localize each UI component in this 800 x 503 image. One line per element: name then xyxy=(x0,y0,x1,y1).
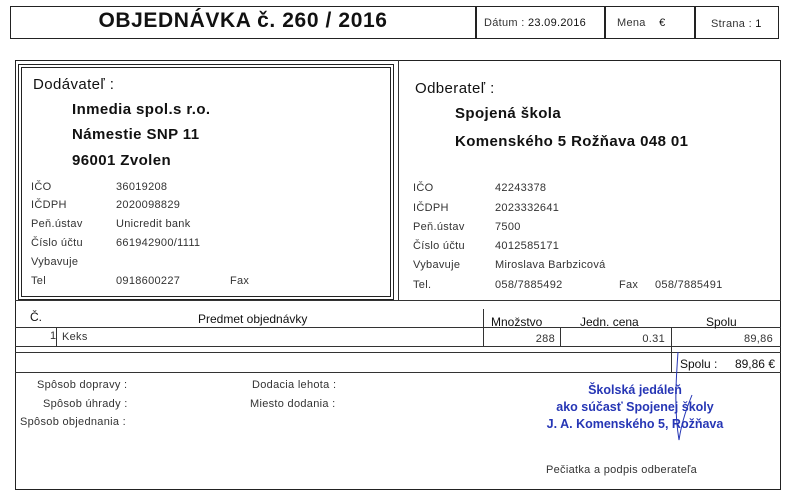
page-field xyxy=(711,18,762,30)
row-unit-price: 0.31 xyxy=(642,333,665,345)
currency-label: Mena xyxy=(617,17,646,29)
date-label: Dátum : xyxy=(484,17,525,29)
currency-field xyxy=(617,17,666,29)
supplier-bank-value: Unicredit bank xyxy=(116,218,191,230)
delivery-deadline-label: Dodacia lehota : xyxy=(252,379,337,391)
supplier-tel-value: 0918600227 xyxy=(116,275,181,287)
page-value: 1 xyxy=(755,18,762,30)
customer-fax-label: Fax xyxy=(619,279,639,291)
customer-tel-value: 058/7885492 xyxy=(495,279,563,291)
customer-handler-value: Miroslava Barbzicová xyxy=(495,259,606,271)
supplier-ico-value: 36019208 xyxy=(116,181,168,193)
customer-account-label: Číslo účtu xyxy=(413,240,465,252)
supplier-name: Inmedia spol.s r.o. xyxy=(72,101,211,118)
customer-icdph-label: IČDPH xyxy=(413,202,449,214)
customer-icdph-value: 2023332641 xyxy=(495,202,560,214)
customer-tel-label: Tel. xyxy=(413,279,432,291)
table-top-line xyxy=(15,300,781,301)
customer-handler-label: Vybavuje xyxy=(413,259,461,271)
customer-name: Spojená škola xyxy=(455,105,562,122)
col-header-number: Č. xyxy=(30,310,42,324)
row-total: 89,86 xyxy=(743,333,773,345)
col-divider-2 xyxy=(483,309,484,346)
signature-mark xyxy=(600,350,750,460)
customer-ico-value: 42243378 xyxy=(495,182,547,194)
col-header-total: Spolu xyxy=(706,315,737,329)
payment-method-label: Spôsob úhrady : xyxy=(43,398,128,410)
row-item: Keks xyxy=(62,331,88,343)
col-header-quantity: Množstvo xyxy=(491,315,543,329)
col-header-unit-price: Jedn. cena xyxy=(580,315,639,329)
supplier-handler-label: Vybavuje xyxy=(31,256,79,268)
customer-ico-label: IČO xyxy=(413,182,434,194)
customer-heading: Odberateľ : xyxy=(415,80,495,97)
supplier-heading: Dodávateľ : xyxy=(33,76,115,93)
transport-method-label: Spôsob dopravy : xyxy=(37,379,128,391)
col-divider-3 xyxy=(560,327,561,346)
customer-bank-value: 7500 xyxy=(495,221,521,233)
parties-divider xyxy=(398,60,399,300)
customer-bank-label: Peň.ústav xyxy=(413,221,465,233)
supplier-fax-label: Fax xyxy=(230,275,250,287)
stamp-line-3: J. A. Komenského 5, Rožňava xyxy=(546,417,724,431)
supplier-city: 96001 Zvolen xyxy=(72,152,172,169)
order-method-label: Spôsob objednania : xyxy=(20,416,127,428)
row-number: 1 xyxy=(50,330,57,342)
stamp-line-2: ako súčasť Spojenej školy xyxy=(556,400,714,414)
table-row-line xyxy=(15,346,781,347)
supplier-bank-label: Peň.ústav xyxy=(31,218,83,230)
customer-address: Komenského 5 Rožňava 048 01 xyxy=(455,133,689,150)
customer-account-value: 4012585171 xyxy=(495,240,560,252)
supplier-tel-label: Tel xyxy=(31,275,46,287)
stamp-line-1: Školská jedáleň xyxy=(588,383,682,397)
supplier-account-label: Číslo účtu xyxy=(31,237,83,249)
page-label: Strana : xyxy=(711,18,752,30)
row-quantity: 288 xyxy=(535,333,555,345)
table-header-line xyxy=(15,327,781,328)
total-label: Spolu : xyxy=(680,357,718,371)
currency-value: € xyxy=(659,17,666,29)
supplier-account-value: 661942900/1111 xyxy=(116,237,201,249)
delivery-place-label: Miesto dodania : xyxy=(250,398,336,410)
date-value: 23.09.2016 xyxy=(527,17,587,29)
signature-label: Pečiatka a podpis odberateľa xyxy=(546,464,698,476)
col-header-item: Predmet objednávky xyxy=(198,312,308,326)
supplier-icdph-label: IČDPH xyxy=(31,199,67,211)
customer-fax-value: 058/7885491 xyxy=(655,279,723,291)
supplier-street: Námestie SNP 11 xyxy=(72,126,200,143)
total-value: 89,86 € xyxy=(734,357,775,371)
date-field xyxy=(484,17,586,29)
supplier-ico-label: IČO xyxy=(31,181,52,193)
supplier-icdph-value: 2020098829 xyxy=(116,199,181,211)
document-title: OBJEDNÁVKA č. 260 / 2016 xyxy=(98,9,388,32)
